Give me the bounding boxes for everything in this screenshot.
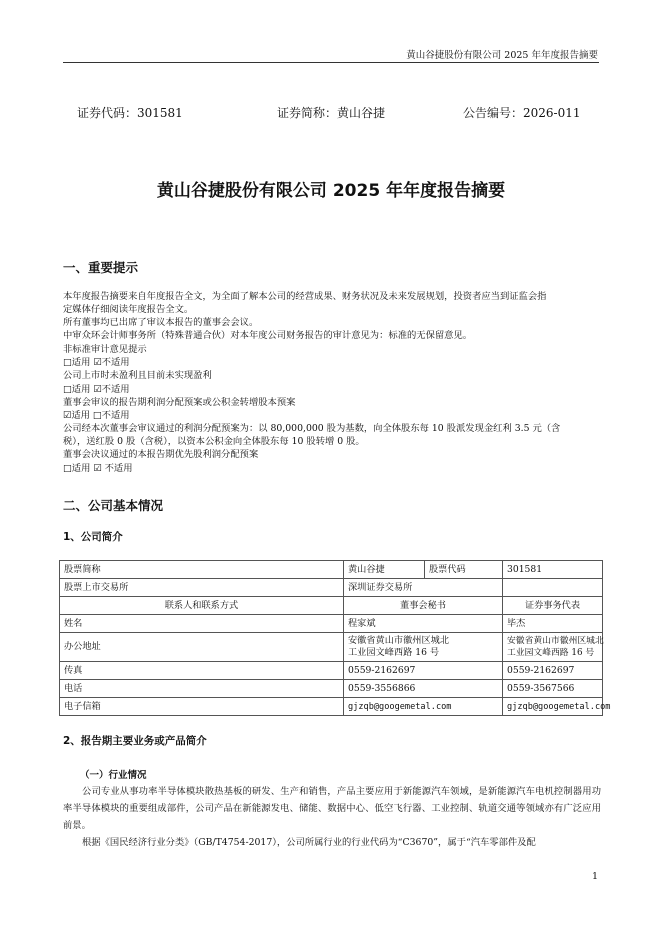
section-heading-important-notes: 一、重要提示 (63, 260, 139, 275)
notes-line: 董事会决议通过的本报告期优先股利润分配预案 (63, 449, 259, 460)
table-row (60, 680, 603, 698)
notes-checkbox-line: □适用 ☑不适用 (63, 384, 130, 395)
table-row (60, 561, 603, 579)
table-cell-value: 毕杰 (503, 615, 603, 633)
table-cell-address (503, 633, 603, 662)
table-row (60, 615, 603, 633)
notes-checkbox-line: □适用 ☑ 不适用 (63, 463, 133, 474)
table-header-cell: 董事会秘书 (344, 597, 503, 615)
company-profile-table (59, 560, 611, 716)
table-cell-value: 0559-3556866 (344, 680, 503, 698)
address-line: 安徽省黄山市徽州区城北 (507, 636, 604, 646)
notes-line: 税），送红股 0 股（含税），以资本公积金向全体股东每 10 股转增 0 股。 (63, 436, 365, 447)
table-cell-label: 股票代码 (425, 561, 503, 579)
security-name: 证券简称：黄山谷捷 (277, 106, 386, 120)
announcement-number: 公告编号：2026-011 (463, 106, 581, 120)
notes-checkbox-line: ☑适用 □不适用 (63, 410, 130, 421)
industry-paragraph: 根据《国民经济行业分类》（GB/T4754-2017），公司所属行业的行业代码为“C3670”，属于“汽车零部件及配 (82, 837, 536, 848)
document-title: 黄山谷捷股份有限公司 2025 年年度报告摘要 (156, 181, 506, 201)
subheading-company-profile: 1、公司简介 (63, 531, 123, 543)
subheading-industry: （一）行业情况 (80, 770, 147, 781)
notes-line: 所有董事均已出席了审议本报告的董事会会议。 (63, 317, 259, 328)
table-cell-value: 0559-2162697 (503, 662, 603, 680)
table-header-cell: 证券事务代表 (503, 597, 603, 615)
table-cell-label: 电子信箱 (60, 698, 344, 716)
notes-line: 本年度报告摘要来自年度报告全文，为全面了解本公司的经营成果、财务状况及未来发展规划，投资者应当到证监会指 (63, 291, 547, 302)
page-number: 1 (591, 871, 598, 882)
notes-checkbox-line: □适用 ☑不适用 (63, 357, 130, 368)
table-cell-value: 301581 (503, 561, 603, 579)
table-row (60, 633, 603, 662)
running-header: 黄山谷捷股份有限公司 2025 年年度报告摘要 (406, 50, 598, 61)
header-rule (63, 62, 599, 63)
address-line: 安徽省黄山市徽州区城北 (348, 635, 450, 646)
section-heading-company-info: 二、公司基本情况 (63, 498, 164, 513)
table-cell-label: 股票上市交易所 (60, 579, 344, 597)
notes-line: 董事会审议的报告期利润分配预案或公积金转增股本预案 (63, 397, 296, 408)
table-cell-value: 深圳证券交易所 (344, 579, 503, 597)
table-cell-label: 电话 (60, 680, 344, 698)
table-cell-value: 黄山谷捷 (344, 561, 425, 579)
table-cell-label: 办公地址 (60, 633, 344, 662)
notes-line: 公司上市时未盈利且目前未实现盈利 (63, 370, 212, 381)
table-cell-value: 0559-3567566 (503, 680, 603, 698)
address-line: 工业园文峰西路 16 号 (348, 647, 440, 658)
table-row (60, 662, 603, 680)
notes-line: 非标准审计意见提示 (63, 344, 147, 355)
table-row (60, 698, 603, 716)
industry-paragraph: 公司专业从事功率半导体模块散热基板的研发、生产和销售，产品主要应用于新能源汽车领域，是新能源汽车电机控制器用功率半导体模块的重要组成部件，公司产品在新能源发电、储能、数据中心、低空飞行器、工业控制、轨道交通等领域亦有广泛应用前景。 (63, 786, 601, 831)
table-cell-label: 传真 (60, 662, 344, 680)
table-cell-value: 0559-2162697 (344, 662, 503, 680)
table-cell-email: gjzqb@googemetal.com (344, 698, 503, 716)
table-header-cell: 联系人和联系方式 (60, 597, 344, 615)
notes-line: 中审众环会计师事务所（特殊普通合伙）对本年度公司财务报告的审计意见为：标准的无保留意见。 (63, 330, 473, 341)
table-cell-value: 程家斌 (344, 615, 503, 633)
table-cell-empty (503, 579, 603, 597)
table-row (60, 579, 603, 597)
table-cell-label: 姓名 (60, 615, 344, 633)
table-row (60, 597, 603, 615)
table-cell-label: 股票简称 (60, 561, 344, 579)
security-code: 证券代码：301581 (77, 106, 183, 120)
notes-line: 定媒体仔细阅读年度报告全文。 (63, 304, 194, 315)
table-cell-address (344, 633, 503, 662)
table-cell-email: gjzqb@googemetal.com (503, 698, 603, 716)
address-line: 工业园文峰西路 16 号 (507, 648, 595, 658)
subheading-main-business: 2、报告期主要业务或产品简介 (63, 735, 207, 747)
notes-line: 公司经本次董事会审议通过的利润分配预案为：以 80,000,000 股为基数，向全体股东每 10 股派发现金红利 3.5 元（含 (63, 423, 561, 434)
